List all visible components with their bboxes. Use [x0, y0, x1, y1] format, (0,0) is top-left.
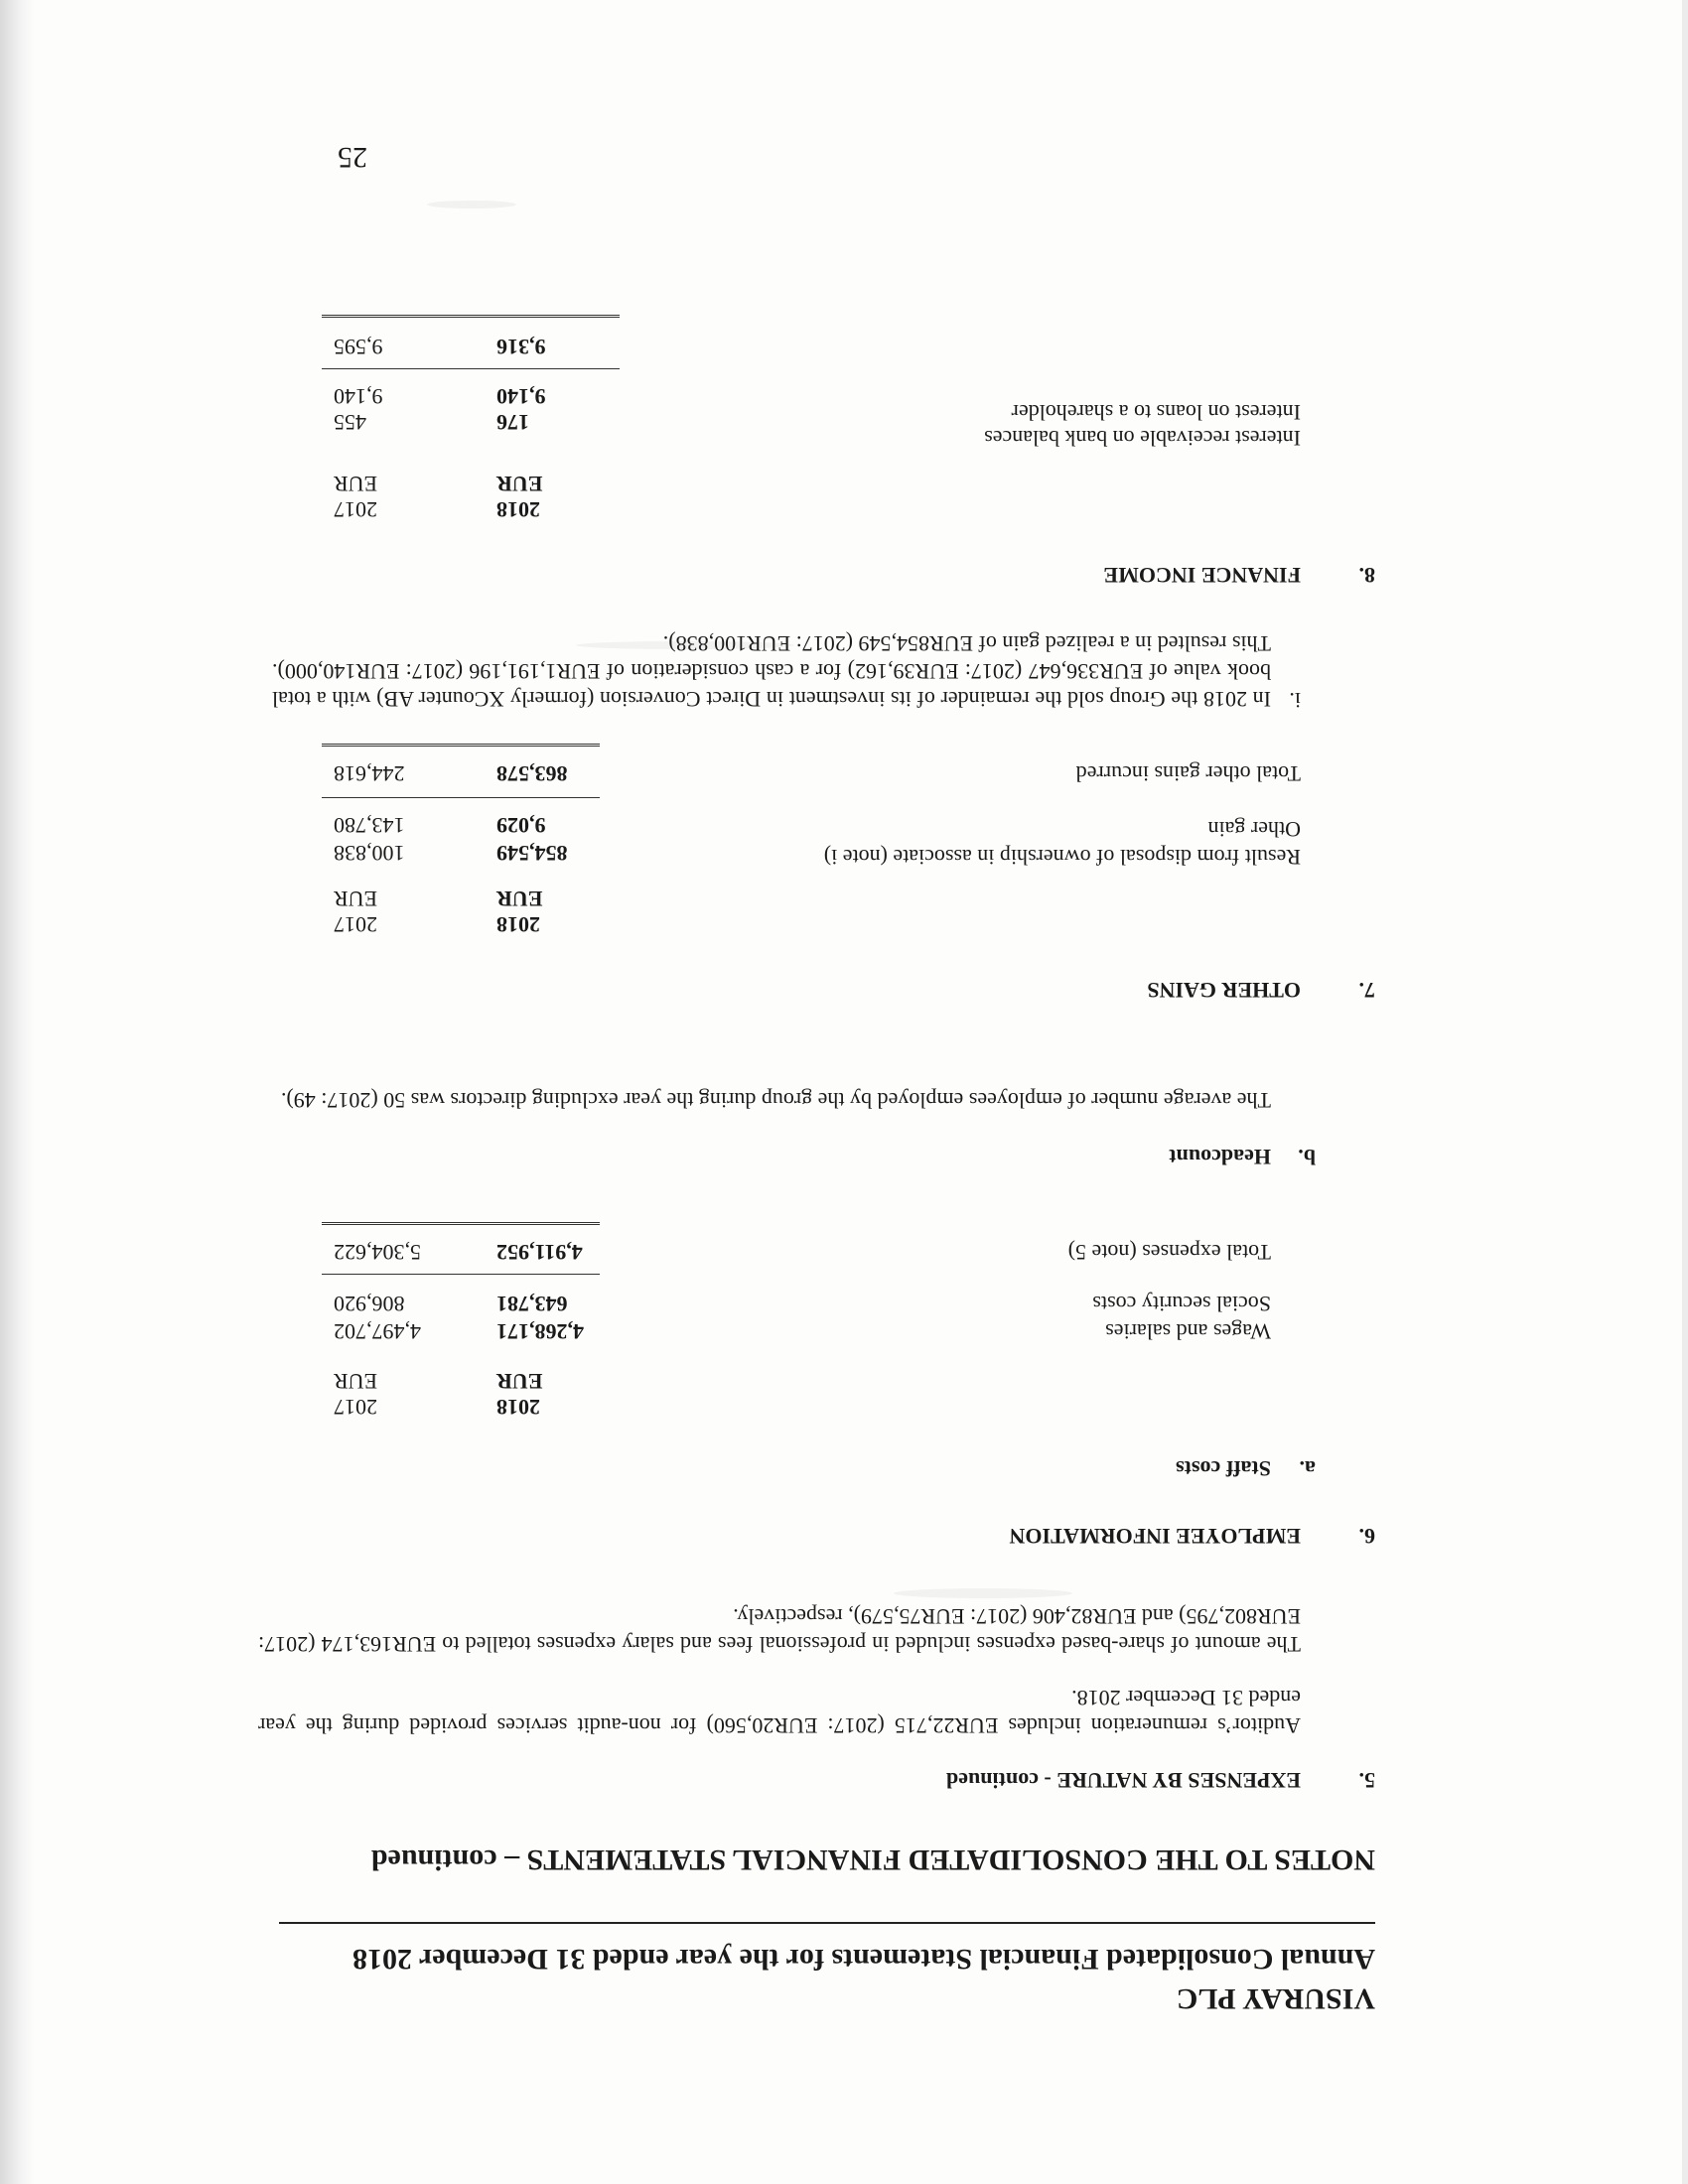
subsection-a-title: Staff costs: [1176, 1456, 1271, 1481]
finance-col-currency-2017: EUR: [334, 472, 377, 496]
subsection-a-label: a.: [1299, 1456, 1316, 1481]
section-8-title: FINANCE INCOME: [1103, 563, 1301, 588]
scan-smudge: [894, 1588, 1072, 1598]
gains-row-value-2017: 100,838: [334, 841, 405, 866]
notes-title: NOTES TO THE CONSOLIDATED FINANCIAL STATEMENTS – continued: [370, 1843, 1375, 1876]
section-5-title: EXPENSES BY NATURE - continued: [946, 1768, 1301, 1793]
gains-total-rule: [322, 744, 600, 747]
header-rule: [279, 1922, 1375, 1924]
gains-total-2018: 863,578: [496, 761, 568, 786]
headcount-text: The average number of employees employed by the group during the year excluding directors was 50 (2017: 49).: [280, 1088, 1271, 1113]
gains-row-label: Other gain: [1207, 817, 1301, 842]
section-8-number: 8.: [1358, 563, 1375, 588]
finance-row-label: Interest on loans to a shareholder: [1011, 400, 1301, 425]
company-name: VISURAY PLC: [1176, 1982, 1375, 2015]
finance-col-year-2017: 2017: [334, 497, 377, 522]
document-subtitle: Annual Consolidated Financial Statements for the year ended 31 December 2018: [352, 1943, 1375, 1976]
page-number: 25: [338, 141, 367, 174]
gains-col-currency-2018: EUR: [496, 887, 543, 911]
finance-row-label: Interest receivable on bank balances: [984, 426, 1301, 451]
gains-row-value-2018: 9,029: [496, 813, 546, 838]
gains-total-label: Total other gains incurred: [1075, 761, 1301, 786]
finance-col-year-2018: 2018: [496, 497, 540, 522]
gains-row-value-2017: 143,780: [334, 813, 405, 838]
staff-total-2018: 4,911,952: [496, 1240, 583, 1265]
gains-note-label: i.: [1289, 688, 1301, 713]
staff-col-currency-2017: EUR: [334, 1369, 377, 1394]
finance-total-rule: [322, 315, 620, 318]
finance-col-currency-2018: EUR: [496, 472, 543, 496]
staff-row-value-2017: 4,497,702: [334, 1319, 421, 1344]
finance-row-value-2017: 9,140: [334, 384, 383, 409]
gains-col-year-2017: 2017: [334, 912, 377, 937]
section-7-title: OTHER GAINS: [1147, 978, 1301, 1003]
scan-smudge: [576, 641, 794, 649]
staff-row-value-2018: 4,268,171: [496, 1319, 584, 1344]
gains-row-value-2018: 854,549: [496, 841, 568, 866]
staff-row-value-2018: 643,781: [496, 1292, 568, 1316]
subsection-b-label: b.: [1298, 1145, 1316, 1169]
staff-total-label: Total expenses (note 5): [1067, 1240, 1271, 1265]
staff-row-label: Social security costs: [1092, 1292, 1271, 1316]
gains-col-currency-2017: EUR: [334, 887, 377, 911]
staff-col-year-2018: 2018: [496, 1395, 540, 1420]
gains-total-2017: 244,618: [334, 761, 405, 786]
finance-total-2018: 9,316: [496, 335, 546, 359]
finance-row-value-2017: 455: [334, 410, 366, 435]
section-5-paragraph-2: The amount of share-based expenses included in professional fees and salary expenses totalled to EUR163,174 (2017: EUR802,795) and EUR82,406 (2017: EUR75,579), respectively.: [258, 1604, 1301, 1657]
staff-row-value-2017: 806,920: [334, 1292, 405, 1316]
section-6-number: 6.: [1358, 1524, 1375, 1549]
gains-subtotal-rule: [322, 797, 600, 798]
finance-row-value-2018: 9,140: [496, 384, 546, 409]
staff-total-2017: 5,304,622: [334, 1240, 421, 1265]
scan-smudge: [427, 201, 516, 208]
finance-subtotal-rule: [322, 368, 620, 369]
staff-col-year-2017: 2017: [334, 1395, 377, 1420]
finance-total-2017: 9,595: [334, 335, 383, 359]
staff-subtotal-rule: [322, 1274, 600, 1275]
subsection-b-title: Headcount: [1169, 1145, 1271, 1169]
section-5-paragraph-1: Auditor’s remuneration includes EUR22,715 (2017: EUR20,560) for non-audit services provided during the year ended 31 December 2018.: [258, 1686, 1301, 1738]
staff-total-rule: [322, 1222, 600, 1225]
gains-col-year-2018: 2018: [496, 912, 540, 937]
section-6-title: EMPLOYEE INFORMATION: [1009, 1524, 1301, 1549]
section-5-number: 5.: [1358, 1768, 1375, 1793]
gains-row-label: Result from disposal of ownership in associate (note i): [823, 845, 1301, 870]
section-7-number: 7.: [1358, 978, 1375, 1003]
staff-col-currency-2018: EUR: [496, 1369, 543, 1394]
gains-note-text: In 2018 the Group sold the remainder of its investment in Direct Conversion (formerly XCounter AB) with a total book value of EUR336,647 (2017: EUR39,162) for a cash consideration of EUR1,191,196 (2017: EUR140,000). This resulted in a realized gain of EUR854,549 (2017: EUR100,838).: [272, 631, 1271, 712]
staff-row-label: Wages and salaries: [1105, 1319, 1271, 1344]
finance-row-value-2018: 176: [496, 410, 529, 435]
